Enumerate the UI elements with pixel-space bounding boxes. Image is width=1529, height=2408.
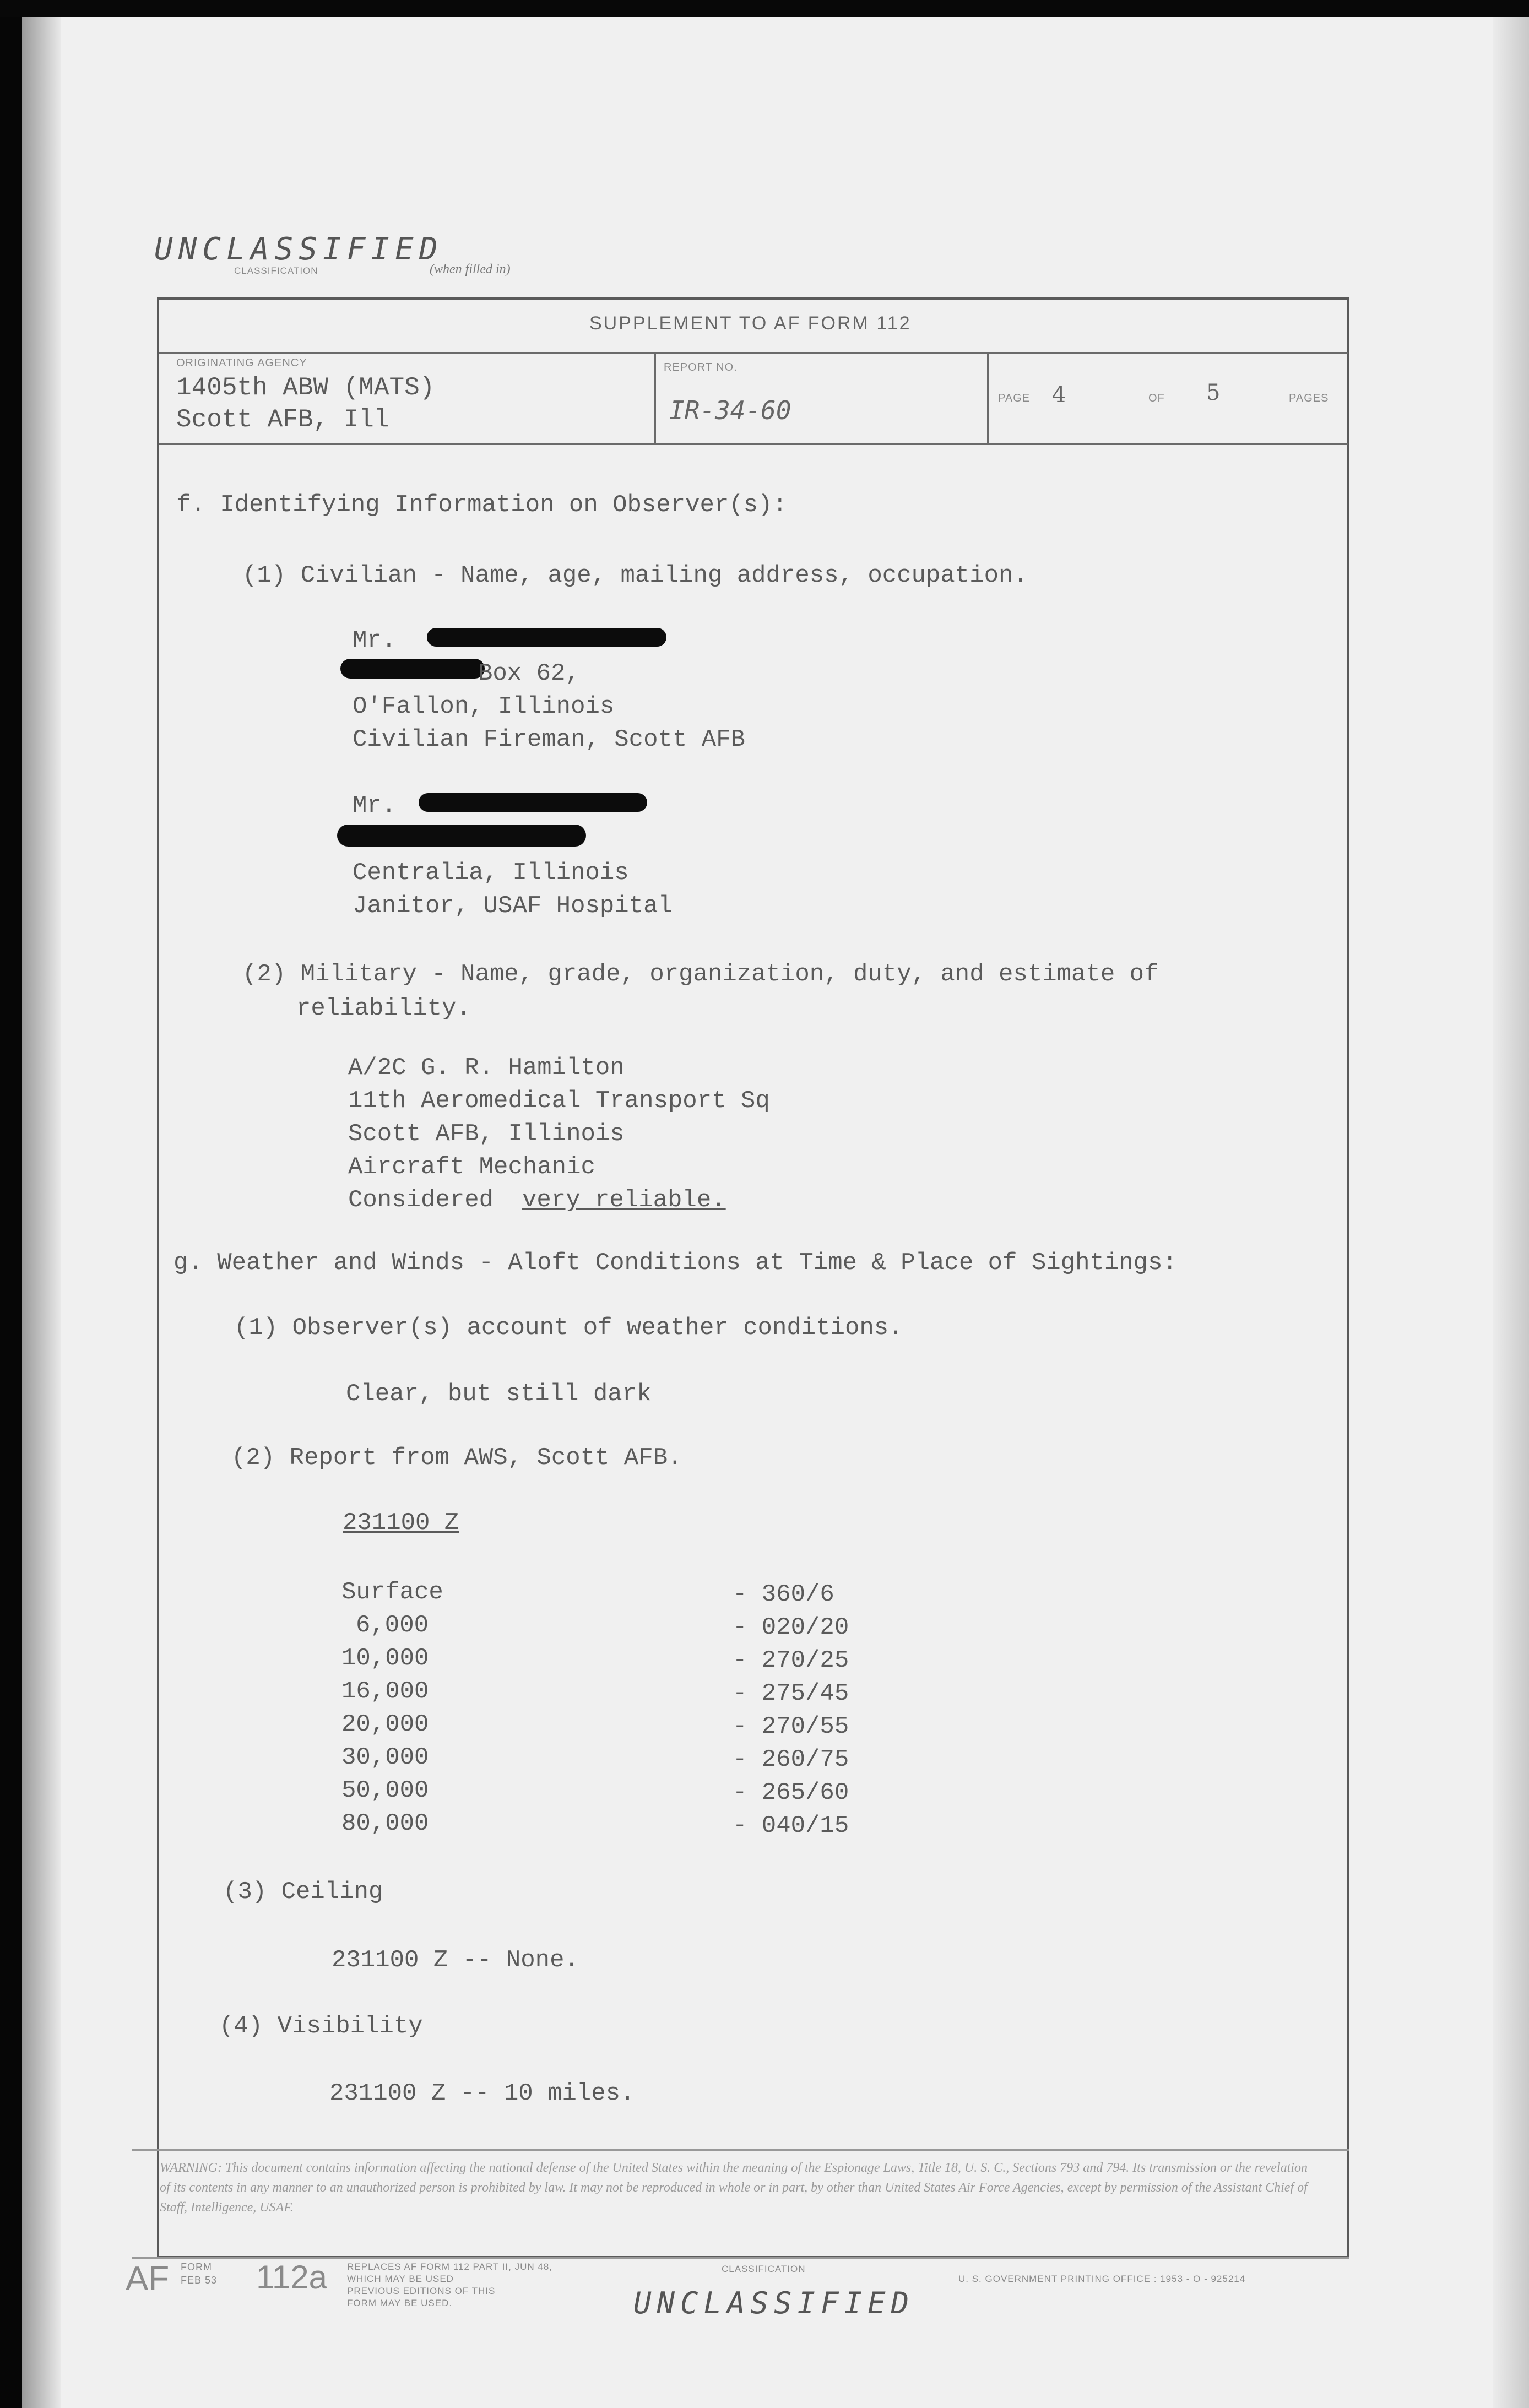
wind-direction-speed: - 270/25 — [733, 1647, 849, 1674]
redaction-bar — [340, 659, 485, 679]
observer2-occupation: Janitor, USAF Hospital — [353, 892, 673, 920]
footer-gpo-imprint: U. S. GOVERNMENT PRINTING OFFICE : 1953 - O - 925214 — [958, 2274, 1246, 2284]
ceiling-text: 231100 Z -- None. — [332, 1946, 579, 1974]
wind-direction-speed: - 270/55 — [733, 1713, 849, 1740]
total-pages: 5 — [1206, 380, 1221, 405]
aws-report-time: 231100 Z — [343, 1509, 459, 1537]
report-no-label: REPORT NO. — [664, 361, 738, 373]
military-organization: 11th Aeromedical Transport Sq — [348, 1087, 770, 1115]
originating-agency-label: ORIGINATING AGENCY — [176, 357, 307, 369]
military-reliability-value: very reliable. — [522, 1186, 726, 1214]
when-filled-note: (when filled in) — [430, 262, 511, 276]
military-heading-line1: (2) Military - Name, grade, organization, duty, and estimate of — [242, 961, 1159, 988]
footer-replaces-line1: REPLACES AF FORM 112 PART II, JUN 48, — [347, 2261, 553, 2272]
scan-top-border — [0, 0, 1529, 17]
wind-altitude: 80,000 — [341, 1810, 429, 1837]
wind-direction-speed: - 260/75 — [733, 1746, 849, 1774]
observer2-city: Centralia, Illinois — [353, 859, 629, 887]
weather-observer-text: Clear, but still dark — [346, 1380, 652, 1408]
classification-stamp-bottom: UNCLASSIFIED — [633, 2286, 915, 2320]
wind-altitude: 6,000 — [356, 1612, 429, 1639]
footer-af: AF — [126, 2260, 170, 2298]
wind-altitude: 16,000 — [341, 1678, 429, 1705]
visibility-heading: (4) Visibility — [219, 2013, 423, 2040]
wind-direction-speed: - 040/15 — [733, 1812, 849, 1840]
of-label: OF — [1148, 392, 1165, 404]
wind-altitude: Surface — [341, 1579, 443, 1606]
wind-altitude: 20,000 — [341, 1711, 429, 1738]
military-duty: Aircraft Mechanic — [348, 1153, 595, 1181]
wind-direction-speed: - 360/6 — [733, 1581, 834, 1608]
redaction-bar — [337, 825, 586, 847]
classification-label: CLASSIFICATION — [234, 265, 318, 276]
redaction-bar — [427, 628, 666, 647]
wind-direction-speed: - 275/45 — [733, 1680, 849, 1707]
header-col-divider-1 — [654, 352, 656, 444]
observer1-city: O'Fallon, Illinois — [353, 693, 615, 720]
weather-observer-heading: (1) Observer(s) account of weather conditions. — [234, 1314, 903, 1342]
page-label: PAGE — [998, 392, 1031, 404]
scan-right-shadow — [1493, 17, 1529, 2408]
wind-altitude: 50,000 — [341, 1777, 429, 1804]
footer-classification-label: CLASSIFICATION — [722, 2264, 806, 2274]
page-number: 4 — [1052, 382, 1066, 408]
footer-form-label: FORM — [181, 2261, 212, 2273]
header-divider-bottom — [159, 443, 1348, 445]
form-title: SUPPLEMENT TO AF FORM 112 — [589, 313, 912, 334]
scan-left-shadow — [22, 17, 61, 2408]
originating-agency-line2: Scott AFB, Ill — [176, 405, 389, 434]
military-location: Scott AFB, Illinois — [348, 1120, 625, 1148]
footer-form-date: FEB 53 — [181, 2275, 218, 2286]
wind-direction-speed: - 020/20 — [733, 1614, 849, 1641]
footer-replaces-line3: PREVIOUS EDITIONS OF THIS — [347, 2286, 496, 2296]
wind-altitude: 10,000 — [341, 1645, 429, 1672]
section-g-heading: g. Weather and Winds - Aloft Conditions at Time & Place of Sightings: — [173, 1249, 1177, 1277]
header-divider-top — [159, 352, 1348, 354]
section-f-heading: f. Identifying Information on Observer(s): — [176, 491, 787, 519]
ceiling-heading: (3) Ceiling — [223, 1878, 383, 1906]
footer-replaces-line2: WHICH MAY BE USED — [347, 2274, 454, 2284]
warning-top-rule — [132, 2149, 1349, 2151]
wind-altitude: 30,000 — [341, 1744, 429, 1771]
footer-replaces-line4: FORM MAY BE USED. — [347, 2298, 453, 2308]
military-reliability-prefix: Considered — [348, 1186, 494, 1214]
footer-form-number: 112a — [256, 2259, 328, 2296]
visibility-text: 231100 Z -- 10 miles. — [329, 2080, 635, 2107]
observer2-prefix: Mr. — [353, 792, 397, 820]
originating-agency-line1: 1405th ABW (MATS) — [176, 373, 435, 402]
military-heading-line2: reliability. — [296, 995, 471, 1022]
observer1-prefix: Mr. — [353, 627, 397, 654]
observer1-occupation: Civilian Fireman, Scott AFB — [353, 726, 745, 753]
military-name: A/2C G. R. Hamilton — [348, 1054, 625, 1082]
classification-stamp-top: UNCLASSIFIED — [154, 231, 443, 267]
redaction-bar — [419, 793, 647, 812]
report-no-value: IR-34-60 — [669, 395, 791, 425]
pages-label: PAGES — [1289, 392, 1329, 404]
civilian-heading: (1) Civilian - Name, age, mailing address, occupation. — [242, 562, 1028, 589]
header-col-divider-2 — [987, 352, 989, 444]
wind-direction-speed: - 265/60 — [733, 1779, 849, 1807]
observer1-address: Box 62, — [478, 660, 580, 687]
aws-report-heading: (2) Report from AWS, Scott AFB. — [231, 1444, 682, 1472]
espionage-warning: WARNING: This document contains information affecting the national defense of the United States within the meaning of the Espionage Laws, Title 18, U. S. C., Sections 793 and 794. Its transmission or the revelation of its contents in any manner to an unauthorized person is prohibited by law. It may not be reproduced in whole or in part, by other than United States Air Force Agencies, except by permission of the Assistant Chief of Staff, Intelligence, USAF. — [160, 2161, 1308, 2215]
